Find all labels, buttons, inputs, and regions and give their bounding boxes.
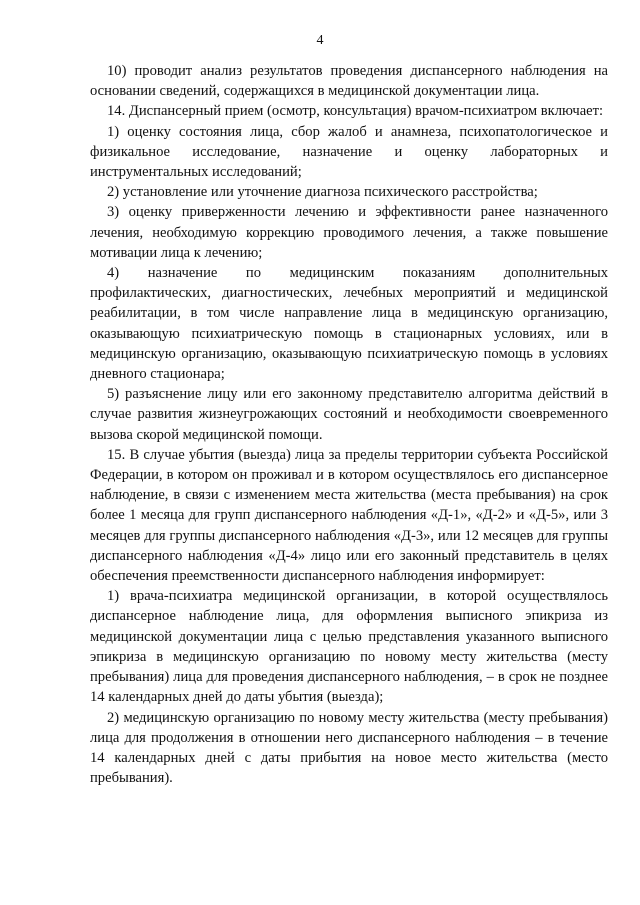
paragraph-item-3: 3) оценку приверженности лечению и эффективности ранее назначенного лечения, необходимую коррекцию проводимого лечения, а также повышение мотивации лица к лечению;: [90, 204, 608, 261]
paragraph-item-10: 10) проводит анализ результатов проведения диспансерного наблюдения на основании сведений, содержащихся в медицинской документации лица.: [90, 63, 608, 100]
page-number: 4: [316, 33, 324, 48]
paragraph-item-1: 1) оценку состояния лица, сбор жалоб и анамнеза, психопатологическое и физикальное исследование, назначение и оценку лабораторных и инструментальных исследований;: [90, 123, 608, 181]
paragraph-item-2: 2) установление или уточнение диагноза психического расстройства;: [107, 184, 538, 201]
paragraph-section-15-item-2: 2) медицинскую организацию по новому месту жительства (месту пребывания) лица для продолжения в отношении него диспансерного наблюдения – в течение 14 календарных дней с даты прибытия на новое место жительства (место пребывания).: [90, 709, 608, 787]
document-body: [90, 61, 608, 788]
paragraph-section-15-item-1: 1) врача-психиатра медицинской организации, в которой осуществлялось диспансерное наблюдение лица, для оформления выписного эпикриза из медицинской документации лица с целью представления указанного выписного эпикриза в медицинскую организацию по новому месту жительства (месту пребывания) лица для проведения диспансерного наблюдения, – в срок не позднее 14 календарных дней до даты убытия (выезда);: [90, 588, 608, 706]
paragraph-item-5: 5) разъяснение лицу или его законному представителю алгоритма действий в случае развития жизнеугрожающих состояний и необходимости своевременного вызова скорой медицинской помощи.: [90, 386, 608, 443]
paragraph-section-15: 15. В случае убытия (выезда) лица за пределы территории субъекта Российской Федерации, в котором он проживал и в котором осуществлялось его диспансерное наблюдение, в связи с изменением места жительства (места пребывания) на срок более 1 месяца для групп диспансерного наблюдения «Д-1», «Д-2» и «Д-5», или 3 месяцев для группы диспансерного наблюдения «Д-3», или 12 месяцев для группы диспансерного наблюдения «Д-4» лицо или его законный представитель в целях обеспечения преемственности диспансерного наблюдения информирует:: [90, 446, 608, 585]
paragraph-item-4: 4) назначение по медицинским показаниям дополнительных профилактических, диагностических, лечебных мероприятий и медицинской реабилитации, в том числе направление лица в медицинскую организацию, оказывающую психиатрическую помощь в стационарных условиях, или в медицинскую организацию, оказывающую психиатрическую помощь в условиях дневного стационара;: [90, 265, 608, 383]
paragraph-section-14: 14. Диспансерный прием (осмотр, консультация) врачом-психиатром включает:: [107, 103, 604, 120]
